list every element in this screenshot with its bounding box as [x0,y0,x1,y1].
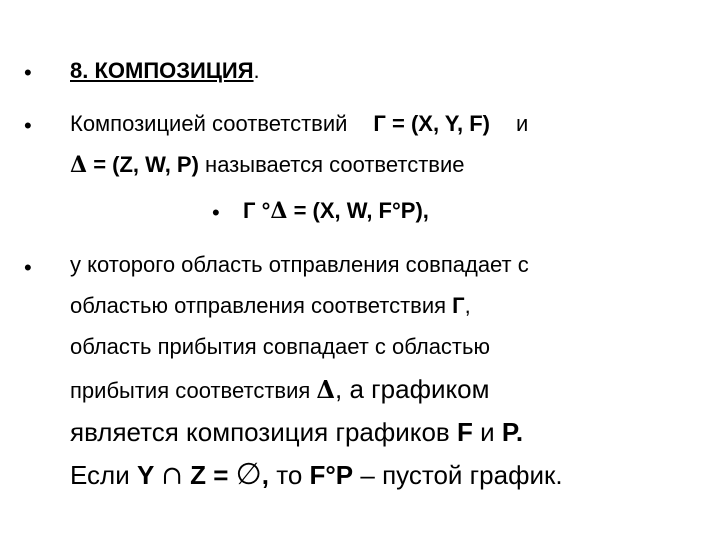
explanation-line-5 [70,417,523,448]
delta-symbol: Δ [70,152,88,178]
delta-symbol: Δ [316,375,336,404]
and-word: и [516,111,529,136]
explanation-text: – пустой график. [353,460,563,490]
explanation-line-1: у которого область отправления совпадает с [70,252,529,277]
explanation-text: Если [70,460,137,490]
and-word: и [472,417,502,447]
intersection-icon: ∩ [161,461,183,491]
empty-set-icon: ∅ [235,457,262,492]
formula-gamma: Г ° [243,198,271,223]
bullet: • [212,200,220,225]
bullet: • [24,60,32,85]
bullet: • [24,255,32,280]
delta-definition: = (Z, W, P) [87,152,199,177]
heading-line [70,58,260,84]
graph-f: F [456,417,473,447]
gamma-symbol: Г [452,293,465,318]
explanation-text: областью отправления соответствия [70,293,453,318]
definition-text: Композицией соответствий [70,111,348,136]
formula-rest: = (X, W, F°P), [287,198,429,223]
formula-delta: Δ [270,198,288,224]
bullet: • [24,113,32,138]
explanation-line-2 [70,293,471,319]
explanation-text: то [269,460,310,490]
composition-formula [243,198,429,224]
punctuation: , [464,293,471,318]
explanation-line-6 [70,457,563,492]
definition-line-1 [70,111,528,137]
gamma-definition: Г = (X, Y, F) [373,111,491,136]
heading-title: 8. КОМПОЗИЦИЯ [70,58,254,83]
explanation-text: прибытия соответствия [70,378,317,403]
composition-fp: F°P [309,460,354,490]
explanation-line-3: область прибытия совпадает с областью [70,334,490,359]
heading-period: . [253,58,260,83]
explanation-text: , а графиком [335,374,490,404]
set-y: Y [136,460,162,490]
set-z-equals: Z = [182,460,236,490]
explanation-text: является композиция графиков [70,417,457,447]
punctuation: , [261,460,269,490]
graph-p: P. [501,417,524,447]
definition-text-2: называется соответствие [205,152,465,177]
definition-line-2 [70,152,465,178]
explanation-line-4 [70,374,489,405]
